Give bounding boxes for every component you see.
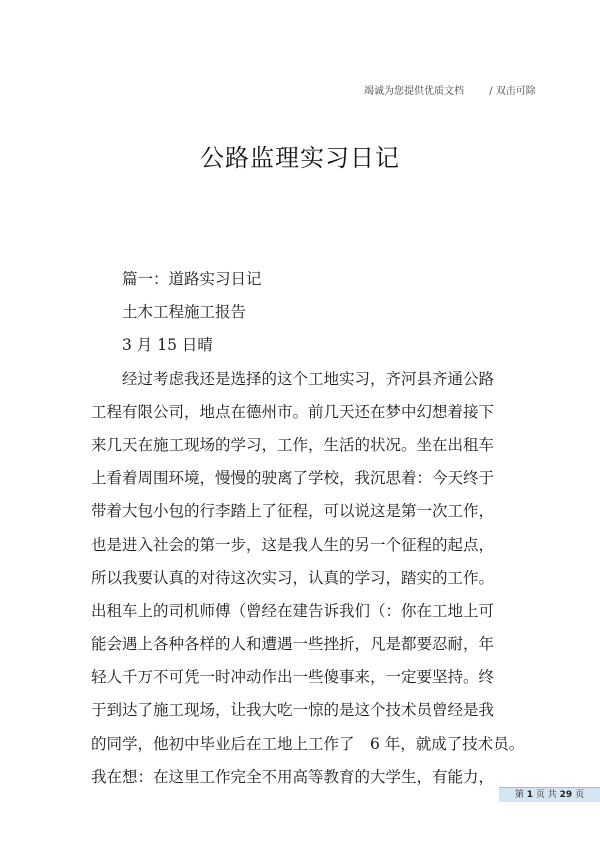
paragraph-line: 出租车上的司机师傅（曾经在建告诉我们（：你在工地上可	[91, 601, 495, 620]
paragraph-line: 带着大包小包的行李踏上了征程，可以说这是第一次工作，	[91, 502, 495, 521]
paragraph-line: 经过考虑我还是选择的这个工地实习，齐河县齐通公路	[122, 369, 495, 388]
paragraph-line: 于到达了施工现场，让我大吃一惊的是这个技术员曾经是我	[91, 701, 495, 720]
document-body	[91, 263, 525, 794]
page-counter-prefix: 第	[514, 790, 524, 800]
paragraph-line: 的同学，他初中毕业后在工地上工作了 6 年，就成了技术员。	[91, 734, 525, 753]
paragraph-line: 能会遇上各种各样的人和遭遇一些挫折，凡是都要忍耐，年	[91, 635, 495, 654]
paragraph-line: 来几天在施工现场的学习，工作，生活的状况。坐在出租车	[91, 435, 495, 454]
header-note	[364, 82, 536, 97]
paragraph-line: 所以我要认真的对待这次实习，认真的学习，踏实的工作。	[91, 568, 495, 587]
page-counter-mid: 页 共	[535, 790, 557, 800]
page-counter-suffix: 页	[575, 790, 585, 800]
header-note-text: 竭诚为您提供优质文档	[364, 86, 464, 97]
paragraph-line: 也是进入社会的第一步，这是我人生的另一个征程的起点，	[91, 535, 495, 554]
paragraph-line: 上看着周围环境，慢慢的驶离了学校，我沉思着：今天终于	[91, 469, 495, 488]
current-page: 1	[526, 790, 534, 800]
paragraph-line: 我在想：在这里工作完全不用高等教育的大学生，有能力，	[91, 767, 495, 786]
paragraph-line: 轻人千万不可凭一时冲动作出一些傻事来，一定要坚持。终	[91, 668, 495, 687]
section-heading: 篇一：道路实习日记	[122, 270, 262, 288]
total-pages: 29	[559, 790, 573, 800]
page-counter	[499, 787, 600, 802]
subheading: 土木工程施工报告	[122, 303, 247, 322]
diary-date: 3 月 15 日晴	[122, 336, 213, 355]
paragraph-line: 工程有限公司，地点在德州市。前几天还在梦中幻想着接下	[91, 402, 495, 421]
header-note-action[interactable]: / 双击可除	[489, 86, 536, 97]
document-title: 公路监理实习日记	[200, 144, 400, 172]
